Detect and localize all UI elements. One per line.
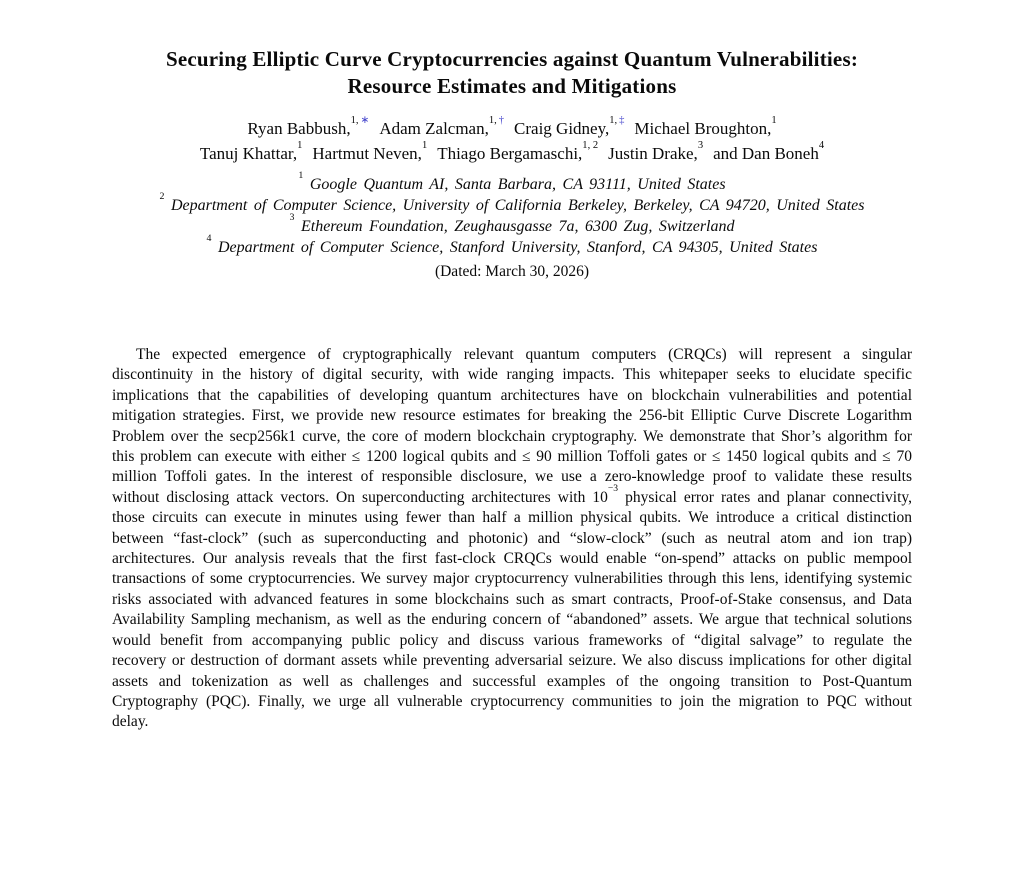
affiliation-number: 1 (297, 139, 303, 151)
affiliation-number: 3 (289, 212, 295, 224)
affiliation-number: 1 (298, 170, 304, 182)
author-name: Justin Drake, (608, 144, 698, 163)
paper-title-line2: Resource Estimates and Mitigations (347, 74, 677, 98)
author-affiliation-superscript (351, 115, 370, 126)
author-affiliation-superscript (771, 115, 776, 126)
affiliation-number: 4 (818, 139, 825, 151)
paper-page (0, 46, 1024, 878)
dated-line: (Dated: March 30, 2026) (434, 263, 590, 280)
author (437, 139, 599, 163)
author-name: and Dan Boneh (713, 144, 819, 163)
author-name: Tanuj Khattar, (199, 144, 298, 163)
author (312, 139, 428, 163)
author-name: Adam Zalcman, (379, 119, 489, 138)
author-name: Michael Broughton, (634, 119, 772, 138)
author-list (0, 116, 1024, 166)
affiliation-number: 1 (421, 139, 428, 151)
affiliation-text: Ethereum Foundation, Zeughausgasse 7a, 6300 Zug, Switzerland (294, 218, 735, 235)
affiliation (0, 212, 1024, 237)
affiliation (0, 191, 1024, 216)
affiliation-number: 1, (488, 114, 497, 126)
author (608, 139, 704, 163)
affiliation-number: 1, (350, 114, 359, 126)
author-affiliation-superscript (698, 140, 703, 151)
affiliation-text: Department of Computer Science, University of California Berkeley, Berkeley, CA 94720, United States (164, 197, 865, 214)
author-affiliation-superscript (297, 140, 302, 151)
affiliation-number: 1 (771, 114, 777, 126)
author-affiliation-superscript (582, 140, 598, 151)
paper-title-line1: Securing Elliptic Curve Cryptocurrencies against Quantum Vulnerabilities: (165, 47, 859, 71)
exponent: −3 (607, 482, 619, 494)
author-line-2 (0, 141, 1024, 166)
author (514, 114, 625, 138)
abstract-text: The expected emergence of cryptographically relevant quantum computers (CRQCs) will represent a singular discontinuity in the history of digital security, with wide ranging impacts. This whitepaper seeks to elucidate specific implications that the capabilities of developing quantum architectures have on blockchain vulnerabilities and potential mitigation strategies. First, we provide new resource estimates for breaking the 256-bit Elliptic Curve Discrete Logarithm Problem over the secp256k1 curve, the core of modern blockchain cryptography. We demonstrate that Shor’s algorithm for this problem can execute with either ≤ 1200 logical qubits and ≤ 90 million Toffoli gates or ≤ 1450 logical qubits and ≤ 70 million Toffoli gates. In the interest of responsible disclosure, we use a zero-knowledge proof to validate these results without disclosing attack vectors. On superconducting architectures with $10^{-3}$ physical error rates and planar connectivity, those circuits can execute in minutes using fewer than half a million physical qubits. We introduce a critical distinction between “fast-clock” (such as superconducting and photonic) and “slow-clock” (such as neutral atom and ion trap) architectures. Our analysis reveals that the first fast-clock CRQCs would enable “on-spend” attacks on public mempool transactions of some cryptocurrencies. We survey major cryptocurrency vulnerabilities through this lens, identifying systemic risks associated with advanced features in some blockchains such as smart contracts, Proof-of-Stake consensus, and Data Availability Sampling mechanism, as well as the enduring concern of “abandoned” assets. We argue that technical solutions would benefit from accompanying public policy and discuss various frameworks of “digital salvage” to regulate the recovery or destruction of dormant assets while preventing adversarial seizure. We also discuss implications for other digital assets and tokenization as well as challenges and successful examples of the ongoing transition to Post-Quantum Cryptography (PQC). Finally, we urge all vulnerable cryptocurrency communities to join the migration to PQC without delay. (112, 346, 912, 731)
author-name: Hartmut Neven, (312, 144, 422, 163)
paper-title (40, 46, 984, 100)
author (713, 139, 825, 163)
author-line-1 (0, 116, 1024, 141)
author-affiliation-superscript (609, 115, 624, 126)
affiliation-list (0, 170, 1024, 258)
affiliation (0, 233, 1024, 258)
footnote-marker-link[interactable]: ∗ (360, 114, 370, 126)
affiliation-text: Google Quantum AI, Santa Barbara, CA 93111, United States (303, 176, 726, 193)
author (247, 114, 370, 138)
author (379, 114, 505, 138)
footnote-marker-link[interactable]: † (498, 114, 505, 126)
author-name: Ryan Babbush, (247, 119, 351, 138)
author (199, 139, 303, 163)
affiliation-number: 4 (206, 233, 212, 245)
author-name: Thiago Bergamaschi, (437, 144, 583, 163)
author (634, 114, 777, 138)
affiliation-number: 3 (697, 139, 704, 151)
footnote-marker-link[interactable]: ‡ (619, 114, 625, 126)
affiliation-number: 1, (609, 114, 618, 126)
author-name: Craig Gidney, (514, 119, 610, 138)
affiliation-text: Department of Computer Science, Stanford University, Stanford, CA 94305, United States (211, 239, 818, 256)
author-affiliation-superscript (422, 140, 427, 151)
affiliation (0, 170, 1024, 195)
author-affiliation-superscript (819, 140, 824, 151)
affiliation-number: 2 (159, 191, 165, 203)
affiliation-number: 1, 2 (582, 139, 599, 151)
author-affiliation-superscript (489, 115, 504, 126)
